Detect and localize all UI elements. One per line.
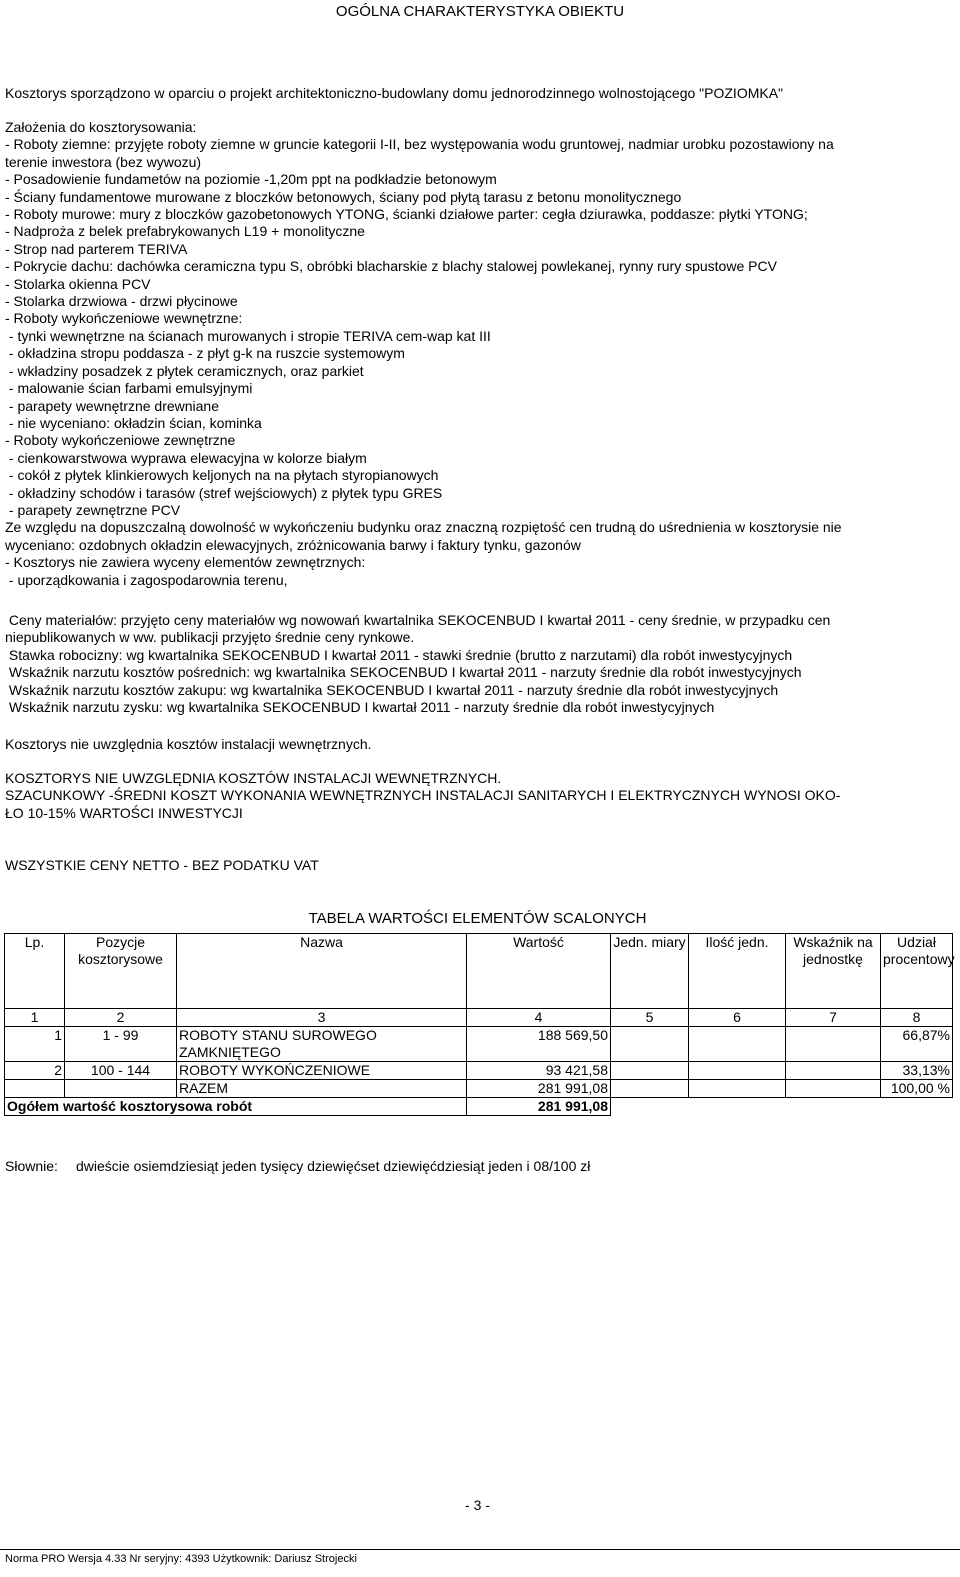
text-line: - Nadproża z belek prefabrykowanych L19 + monolityczne <box>5 223 365 240</box>
text-line: - Strop nad parterem TERIVA <box>5 240 188 257</box>
text-line: - tynki wewnętrzne na ścianach murowanych i stropie TERIVA cem-wap kat III <box>5 327 491 344</box>
text-line: KOSZTORYS NIE UWZGLĘDNIA KOSZTÓW INSTALACJI WEWNĘTRZNYCH. <box>5 770 502 786</box>
table-total-row <box>5 1098 953 1116</box>
total-label: Ogółem wartość kosztorysowa robót <box>5 1098 467 1116</box>
row-jedn <box>611 1080 689 1098</box>
row-nazwa: ROBOTY WYKOŃCZENIOWE <box>177 1062 467 1080</box>
text-line: - Ściany fundamentowe murowane z bloczków betonowych, ściany pod płytą tarasu z betonu monolitycznego <box>5 188 682 205</box>
table-title: TABELA WARTOŚCI ELEMENTÓW SCALONYCH <box>308 910 647 927</box>
col-number: 5 <box>611 1009 689 1027</box>
text-line: - okładziny schodów i tarasów (stref wejściowych) z płytek typu GRES <box>5 484 443 501</box>
intro-text: Kosztorys sporządzono w oparciu o projekt architektoniczno-budowlany domu jednorodzinnego wolnostojącego "POZIOMKA" <box>5 85 784 101</box>
header-pozycje: Pozycje kosztorysowe <box>65 934 177 1009</box>
text-line: wyceniano: ozdobnych okładzin elewacyjnych, zróżnicowania barwy i faktury tynku, gazonów <box>5 536 581 553</box>
header-udzial: Udział procentowy <box>881 934 953 1009</box>
words-value: dwieście osiemdziesiąt jeden tysięcy dziewięćset dziewięćdziesiąt jeden i 08/100 zł <box>76 1158 591 1174</box>
text-line: - parapety zewnętrzne PCV <box>5 501 181 518</box>
row-jedn <box>611 1062 689 1080</box>
row-udzial: 33,13% <box>881 1062 953 1080</box>
page-number: - 3 - <box>465 1497 490 1513</box>
text-line: Ceny materiałów: przyjęto ceny materiałów wg nowowań kwartalnika SEKOCENBUD I kwartał 2011 - ceny średnie, w przypadku cen <box>5 612 831 628</box>
row-pozycje: 100 - 144 <box>65 1062 177 1080</box>
row-ilosc <box>689 1062 786 1080</box>
row-udzial: 66,87% <box>881 1027 953 1062</box>
row-udzial: 100,00 % <box>881 1080 953 1098</box>
text-line: - parapety wewnętrzne drewniane <box>5 397 220 414</box>
page-header-title: OGÓLNA CHARAKTERYSTYKA OBIEKTU <box>335 3 625 20</box>
text-line: Wskaźnik narzutu zysku: wg kwartalnika SEKOCENBUD I kwartał 2011 - narzuty średnie dla robót inwestycyjnych <box>5 699 715 716</box>
row-pozycje: 1 - 99 <box>65 1027 177 1062</box>
row-wartosc: 281 991,08 <box>467 1080 611 1098</box>
col-number: 6 <box>689 1009 786 1027</box>
text-line: - Roboty murowe: mury z bloczków gazobetonowych YTONG, ścianki działowe parter: cegła dziurawka, poddasze: płytki YTONG; <box>5 206 808 223</box>
table-row <box>5 1027 953 1062</box>
table-number-row <box>5 1009 953 1027</box>
text-line: - Posadowienie fundametów na poziomie -1,20m ppt na podkładzie betonowym <box>5 171 497 188</box>
text-line: ŁO 10-15% WARTOŚCI INWESTYCJI <box>5 804 243 821</box>
row-nazwa: RAZEM <box>177 1080 467 1098</box>
text-line: - Roboty ziemne: przyjęte roboty ziemne w gruncie kategorii I-II, bez występowania wodu gruntowej, nadmiar urobku pozostawiony na <box>5 136 834 153</box>
header-jedn: Jedn. miary <box>611 934 689 1009</box>
text-line: - Pokrycie dachu: dachówka ceramiczna typu S, obróbki blacharskie z blachy stalowej powlekanej, rynny rury spustowe PCV <box>5 258 777 275</box>
row-wartosc: 93 421,58 <box>467 1062 611 1080</box>
col-number: 1 <box>5 1009 65 1027</box>
header-lp: Lp. <box>5 934 65 1009</box>
text-line: - malowanie ścian farbami emulsyjnymi <box>5 380 253 397</box>
text-line: - Stolarka okienna PCV <box>5 275 151 292</box>
row-wartosc: 188 569,50 <box>467 1027 611 1062</box>
table-row <box>5 1062 953 1080</box>
footer-divider <box>0 1549 960 1550</box>
text-line: - nie wyceniano: okładzin ścian, kominka <box>5 414 262 431</box>
col-number: 8 <box>881 1009 953 1027</box>
row-lp: 2 <box>5 1062 65 1080</box>
row-wskaznik <box>786 1062 881 1080</box>
row-nazwa: ROBOTY STANU SUROWEGO ZAMKNIĘTEGO <box>177 1027 467 1062</box>
text-line: Wskaźnik narzutu kosztów zakupu: wg kwartalnika SEKOCENBUD I kwartał 2011 - narzuty średnie dla robót inwestycyjnych <box>5 681 779 698</box>
text-line: - cienkowarstwowa wyprawa elewacyjna w kolorze białym <box>5 449 367 466</box>
col-number: 4 <box>467 1009 611 1027</box>
text-line: niepublikowanych w ww. publikacji przyjęto średnie ceny rynkowe. <box>5 629 415 646</box>
text-line: - uporządkowania i zagospodarownia terenu, <box>5 571 288 588</box>
row-ilosc <box>689 1080 786 1098</box>
col-number: 3 <box>177 1009 467 1027</box>
text-line: - Kosztorys nie zawiera wyceny elementów zewnętrznych: <box>5 554 366 571</box>
assumptions-section <box>5 119 955 589</box>
text-line: - wkładziny posadzek z płytek ceramicznych, oraz parkiet <box>5 362 364 379</box>
vat-note: WSZYSTKIE CENY NETTO - BEZ PODATKU VAT <box>5 857 319 873</box>
total-value: 281 991,08 <box>467 1098 611 1116</box>
row-wskaznik <box>786 1080 881 1098</box>
installations-notice <box>5 770 955 822</box>
text-line: terenie inwestora (bez wywozu) <box>5 153 202 170</box>
text-line: - Stolarka drzwiowa - drzwi płycinowe <box>5 293 238 310</box>
col-number: 7 <box>786 1009 881 1027</box>
row-lp: 1 <box>5 1027 65 1062</box>
header-ilosc: Ilość jedn. <box>689 934 786 1009</box>
text-line: Stawka robocizny: wg kwartalnika SEKOCENBUD I kwartał 2011 - stawki średnie (brutto z narzutami) dla robót inwestycyjnych <box>5 646 793 663</box>
table-header-row <box>5 934 953 1009</box>
values-table <box>4 933 953 1116</box>
col-number: 2 <box>65 1009 177 1027</box>
text-line: Wskaźnik narzutu kosztów pośrednich: wg kwartalnika SEKOCENBUD I kwartał 2011 - narzuty średnie dla robót inwestycyjnych <box>5 664 802 681</box>
row-jedn <box>611 1027 689 1062</box>
footer-text: Norma PRO Wersja 4.33 Nr seryjny: 4393 Użytkownik: Dariusz Strojecki <box>5 1553 357 1565</box>
words-label: Słownie: <box>5 1158 58 1174</box>
text-line: - okładzina stropu poddasza - z płyt g-k na ruszcie systemowym <box>5 345 405 362</box>
row-pozycje <box>65 1080 177 1098</box>
text-line: - cokół z płytek klinkierowych keljonych na na płytach styropianowych <box>5 467 439 484</box>
text-line: Ze względu na dopuszczalną dowolność w wykończeniu budynku oraz znaczną rozpiętość cen trudną do uśrednienia w kosztorysie nie <box>5 519 842 536</box>
header-wskaznik: Wskaźnik na jednostkę <box>786 934 881 1009</box>
text-line: - Roboty wykończeniowe zewnętrzne <box>5 432 236 449</box>
row-lp <box>5 1080 65 1098</box>
table-row-sum <box>5 1080 953 1098</box>
prices-section <box>5 612 955 716</box>
row-ilosc <box>689 1027 786 1062</box>
header-wartosc: Wartość <box>467 934 611 1009</box>
no-installations-note: Kosztorys nie uwzględnia kosztów instalacji wewnętrznych. <box>5 736 372 752</box>
text-line: SZACUNKOWY -ŚREDNI KOSZT WYKONANIA WEWNĘTRZNYCH INSTALACJI SANITARYCH I ELEKTRYCZNYCH WYNOSI OKO- <box>5 787 841 804</box>
text-line: - Roboty wykończeniowe wewnętrzne: <box>5 310 243 327</box>
row-wskaznik <box>786 1027 881 1062</box>
text-line: Założenia do kosztorysowania: <box>5 119 197 135</box>
header-nazwa: Nazwa <box>177 934 467 1009</box>
